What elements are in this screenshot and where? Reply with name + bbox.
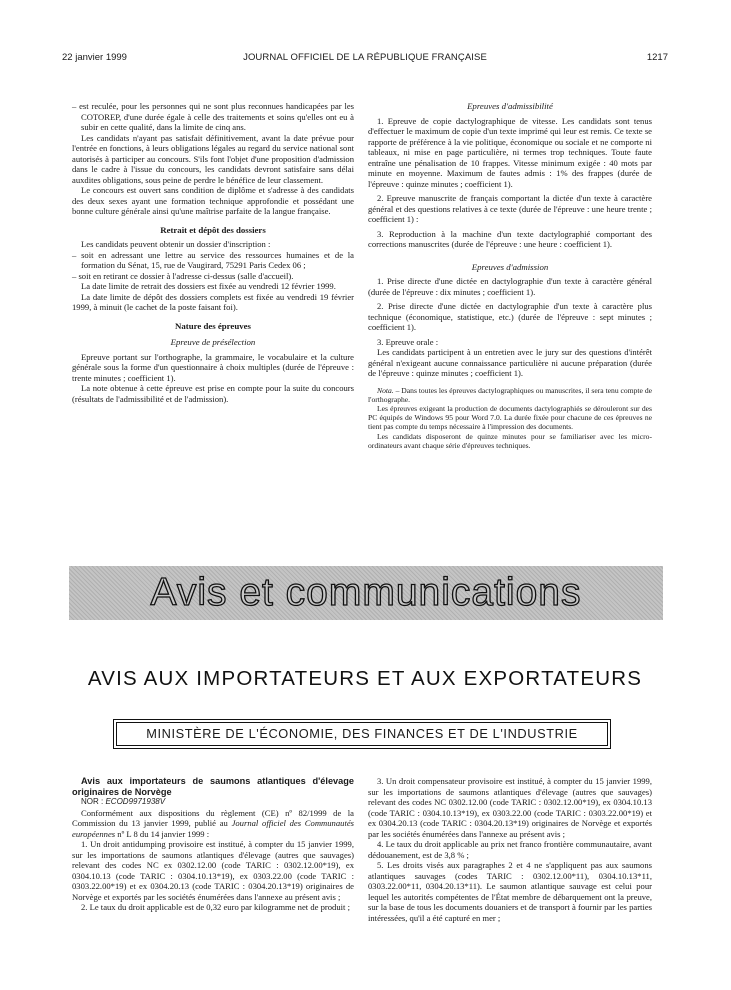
paragraph: 4. Le taux du droit applicable au prix net franco frontière communautaire, avant dédouanement, est de 3,8 % ;	[368, 839, 652, 860]
right-column-top	[368, 101, 652, 450]
list-item: – soit en retirant ce dossier à l'adresse ci-dessus (salle d'accueil).	[72, 271, 354, 282]
banner-title: Avis et communications	[150, 571, 582, 614]
paragraph: Les candidats peuvent obtenir un dossier d'inscription :	[81, 239, 271, 249]
paragraph: 2. Epreuve manuscrite de français comportant la dictée d'un texte à caractère général et des questions relatives à ce texte (durée de l'épreuve : une heure trente ; coefficient 1) :	[368, 193, 652, 224]
paragraph: 3. Un droit compensateur provisoire est institué, à compter du 15 janvier 1999, sur les importations de saumons atlantiques d'élevage (autres que sauvages) relevant des codes NC 0302.12.00 (code TARIC : 0302.12.00*19), ex 0304.10.13 (code TARIC : 0304.10.13*19), ex 0303.22.00 (code TARIC : 0303.22.00*19) et ex 0304.20.13 (code TARIC : 0304.20.13*19) originaires de Norvège et exportés par les sociétés énumérées dans l'annexe au présent avis ;	[368, 776, 652, 839]
paragraph	[72, 808, 354, 840]
nota-text: – Dans toutes les épreuves dactylographiques ou manuscrites, il sera tenu compte de l'orthographe.	[368, 385, 652, 404]
nota-label: Nota.	[377, 385, 394, 395]
paragraph: La note obtenue à cette épreuve est prise en compte pour la suite du concours (résultats de l'admissibilité et de l'admission).	[72, 383, 354, 404]
paragraph: Epreuve portant sur l'orthographe, la grammaire, le vocabulaire et la culture générale sous la forme d'un questionnaire à choix multiples (durée de l'épreuve : trente minutes ; coefficient 1).	[72, 351, 354, 383]
text-run: Conformément aux dispositions du règlement (CE) nº 82/1999 de la Commission du 13 janvier 1999, publié au	[72, 807, 354, 828]
paragraph: 3. Epreuve orale :	[377, 336, 439, 347]
paragraph: 1. Prise directe d'une dictée en dactylographie d'un texte à caractère général (durée de l'épreuve : dix minutes ; coefficient 1).	[368, 276, 652, 297]
paragraph: – est reculée, pour les personnes qui ne sont plus reconnues handicapées par les COTOREP, d'une durée égale à celle des traitements et soins qu'elles ont eu à subir en cette qualité, dans la limite de cinq ans.	[72, 101, 354, 133]
subsection-heading-admission: Epreuves d'admission	[471, 261, 549, 272]
paragraph: 1. Epreuve de copie dactylographique de vitesse. Les candidats sont tenus d'effectuer le maximum de copie d'un texte imprimé qui leur est remis. Ce texte se rapporte de préférence à la vie politique, économique ou sociale et ne comporte ni tableaux, ni mise en page particulière, ni termes trop techniques. Toute faute entraîne une pénalisation de 10 frappes. Vitesse minimum exigée : 40 mots par minute en moyenne. Maximum de fautes admis : 1% des frappes (durée de l'épreuve : quinze minutes ; coefficient 1).	[368, 115, 652, 189]
paragraph: 2. Le taux du droit applicable est de 0,32 euro par kilogramme net de produit ;	[81, 902, 350, 912]
header-date: 22 janvier 1999	[62, 52, 127, 63]
journal-reference: Journal officiel des Communautés européennes	[72, 818, 354, 839]
paragraph: Les candidats n'ayant pas satisfait définitivement, avant la date prévue pour l'entrée en fonctions, à leurs obligations légales au regard du service national sont autorisés à participer au concours. S'ils font l'objet d'une proposition d'admission dans le cadre à l'issue du concours, les candidats devront satisfaire sans délai auxdites obligations, sous peine de perdre le bénéfice de leur classement.	[72, 132, 354, 185]
list-item: – soit en adressant une lettre au service des ressources humaines et de la formation du Sénat, 15, rue de Vaugirard, 75291 Paris Cedex 06 ;	[72, 250, 354, 271]
section-heading-nature: Nature des épreuves	[175, 320, 251, 331]
left-column-bottom	[72, 776, 354, 913]
paragraph: Les candidats participent à un entretien avec le jury sur des questions d'intérêt général n'exigeant aucune connaissance particulière ni aucune préparation (durée de l'épreuve : quinze minutes ; coefficient 1).	[368, 347, 652, 378]
ministry-heading: MINISTÈRE DE L'ÉCONOMIE, DES FINANCES ET DE L'INDUSTRIE	[116, 722, 608, 746]
section-heading-retrait: Retrait et dépôt des dossiers	[160, 224, 266, 235]
paragraph: Les candidats disposeront de quinze minutes pour se familiariser avec les micro-ordinateurs avant chaque série d'épreuves techniques.	[368, 431, 652, 450]
paragraph: La date limite de retrait des dossiers est fixée au vendredi 12 février 1999.	[81, 281, 336, 291]
notice-title: Avis aux importateurs de saumons atlantiques d'élevage originaires de Norvège	[72, 776, 354, 797]
paragraph: La date limite de dépôt des dossiers complets est fixée au vendredi 19 février 1999, à minuit (le cachet de la poste faisant foi).	[72, 291, 354, 312]
running-header	[62, 52, 668, 66]
nor-reference	[72, 797, 354, 808]
header-journal-title: JOURNAL OFFICIEL DE LA RÉPUBLIQUE FRANÇAISE	[243, 52, 487, 63]
main-heading: AVIS AUX IMPORTATEURS ET AUX EXPORTATEURS	[87, 667, 643, 690]
paragraph: 3. Reproduction à la machine d'un texte dactylographié comportant des corrections manuscrites (durée de l'épreuve : une heure : coefficient 1).	[368, 228, 652, 249]
section-banner	[69, 566, 663, 620]
paragraph: Les épreuves exigeant la production de documents dactylographiés se dérouleront sur des PC équipés de Windows 95 pour Word 7.0. La durée fixée pour chacune de ces épreuves ne tient pas compte du temps nécessaire à l'impression des documents.	[368, 403, 652, 432]
subsection-heading-preselection: Epreuve de présélection	[170, 337, 256, 347]
paragraph: 1. Un droit antidumping provisoire est institué, à compter du 15 janvier 1999, sur les importations de saumons atlantiques d'élevage (autres que sauvages) relevant des codes NC ex 0302.12.00 (code TARIC : 0302.12.00*19), ex 0304.10.13 (code TARIC : 0304.10.13*19), ex 0303.22.00 (code TARIC : 0303.22.00*19) et ex 0304.20.13 (code TARIC : 0304.20.13*19) originaires de Norvège et exportés par les sociétés énumérées dans l'annexe au présent avis ;	[72, 839, 354, 902]
text-run: nº L 8 du 14 janvier 1999 :	[115, 828, 210, 839]
nor-label: NOR :	[81, 797, 106, 806]
paragraph: 2. Prise directe d'une dictée en dactylographie d'un texte à caractère plus technique (économique, statistique, etc.) (durée de l'épreuve : sept minutes ; coefficient 1).	[368, 301, 652, 332]
subsection-heading-admissibilite: Epreuves d'admissibilité	[467, 101, 553, 111]
paragraph: Le concours est ouvert sans condition de diplôme et s'adresse à des candidats des deux sexes ayant une formation technique approfondie et possédant une bonne culture générale ainsi qu'une maîtrise parfaite de la langue française.	[72, 185, 354, 216]
header-page-number: 1217	[646, 52, 668, 63]
nor-code: ECOD9971938V	[105, 797, 166, 806]
right-column-bottom	[368, 776, 652, 923]
nota-paragraph	[368, 386, 652, 404]
left-column-top	[72, 101, 354, 404]
paragraph: 5. Les droits visés aux paragraphes 2 et 4 ne s'appliquent pas aux saumons atlantiques sauvages (codes TARIC : 0302.12.00*11), 0304.10.13*11, 0303.22.00*11, 0304.20.13*11). Le saumon atlantique sauvage est celui pour lequel les autorités compétentes de l'État membre de débarquement ont la preuve, sur la base de tous les documents douaniers et de transport à fournir par les parties intéressées, qu'il a été capturé en mer ;	[368, 860, 652, 923]
